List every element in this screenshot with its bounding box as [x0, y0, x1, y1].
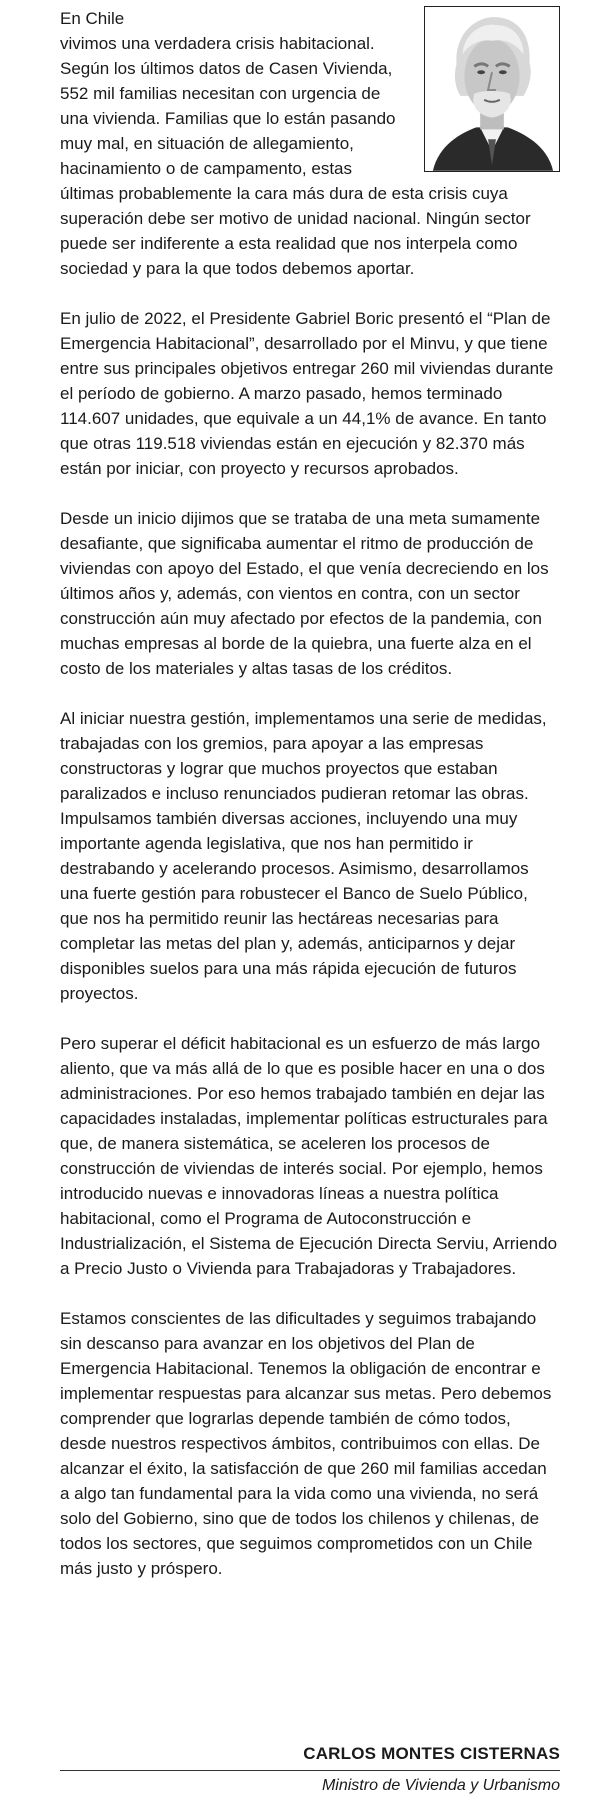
lede-start: En Chile [60, 9, 125, 28]
author-name: CARLOS MONTES CISTERNAS [60, 1744, 560, 1771]
article-body [60, 6, 560, 1606]
portrait-illustration [425, 7, 559, 171]
author-role: Ministro de Vivienda y Urbanismo [321, 1777, 560, 1794]
signature-block [60, 1744, 560, 1795]
paragraph-2: En julio de 2022, el Presidente Gabriel Boric presentó el “Plan de Emergencia Habitacional”, desarrollado por el Minvu, y que tiene entre sus principales objetivos entregar 260 mil viviendas durante el período de gobierno. A marzo pasado, hemos terminado 114.607 unidades, que equivale a un 44,1% de avance. En tanto que otras 119.518 viviendas están en ejecución y 82.370 más están por iniciar, con proyecto y recursos aprobados. [60, 309, 554, 478]
author-portrait [424, 6, 560, 172]
paragraph-5: Pero superar el déficit habitacional es un esfuerzo de más largo aliento, que va más allá de lo que es posible hacer en una o dos administraciones. Por eso hemos trabajado también en dejar las capacidades instaladas, implementar políticas estructurales para que, de manera sistemática, se aceleren los procesos de construcción de viviendas de interés social. Por ejemplo, hemos introducido nuevas e innovadoras líneas a nuestra política habitacional, como el Programa de Autoconstrucción e Industrialización, el Sistema de Ejecución Directa Serviu, Arriendo a Precio Justo o Vivienda para Trabajadoras y Trabajadores. [60, 1034, 558, 1278]
paragraph-1: vivimos una verdadera crisis habitacional. Según los últimos datos de Casen Vivienda, 552 mil familias necesitan con urgencia de una vivienda. Familias que lo están pasando muy mal, en situación de allegamiento, hacinamiento o de campamento, estas últimas probablemente la cara más dura de esta crisis cuya superación debe ser motivo de unidad nacional. Ningún sector puede ser indiferente a esta realidad que nos interpela como sociedad y para la que todos debemos aportar. [60, 34, 531, 278]
paragraph-4: Al iniciar nuestra gestión, implementamos una serie de medidas, trabajadas con los gremios, para apoyar a las empresas constructoras y lograr que muchos proyectos que estaban paralizados e incluso renunciados pudieran retomar las obras. Impulsamos también diversas acciones, incluyendo una muy importante agenda legislativa, que nos han permitido ir destrabando y acelerando procesos. Asimismo, desarrollamos una fuerte gestión para robustecer el Banco de Suelo Público, que nos ha permitido reunir las hectáreas necesarias para completar las metas del plan y, además, anticiparnos y dejar disponibles suelos para una más rápida ejecución de futuros proyectos. [60, 709, 547, 1003]
paragraph-3: Desde un inicio dijimos que se trataba de una meta sumamente desafiante, que significaba aumentar el ritmo de producción de viviendas con apoyo del Estado, el que venía decreciendo en los últimos años y, además, con vientos en contra, con un sector construcción aún muy afectado por efectos de la pandemia, con muchas empresas al borde de la quiebra, una fuerte alza en el costo de los materiales y altas tasas de los créditos. [60, 509, 549, 678]
paragraph-6: Estamos conscientes de las dificultades y seguimos trabajando sin descanso para avanzar en los objetivos del Plan de Emergencia Habitacional. Tenemos la obligación de encontrar e implementar respuestas para alcanzar sus metas. Pero debemos comprender que lograrlas depende también de cómo todos, desde nuestros respectivos ámbitos, contribuimos con ellas. De alcanzar el éxito, la satisfacción de que 260 mil familias accedan a algo tan fundamental para la vida como una vivienda, no será solo del Gobierno, sino que de todos los chilenos y chilenas, de todos los sectores, que seguimos comprometidos con un Chile más justo y próspero. [60, 1309, 552, 1578]
